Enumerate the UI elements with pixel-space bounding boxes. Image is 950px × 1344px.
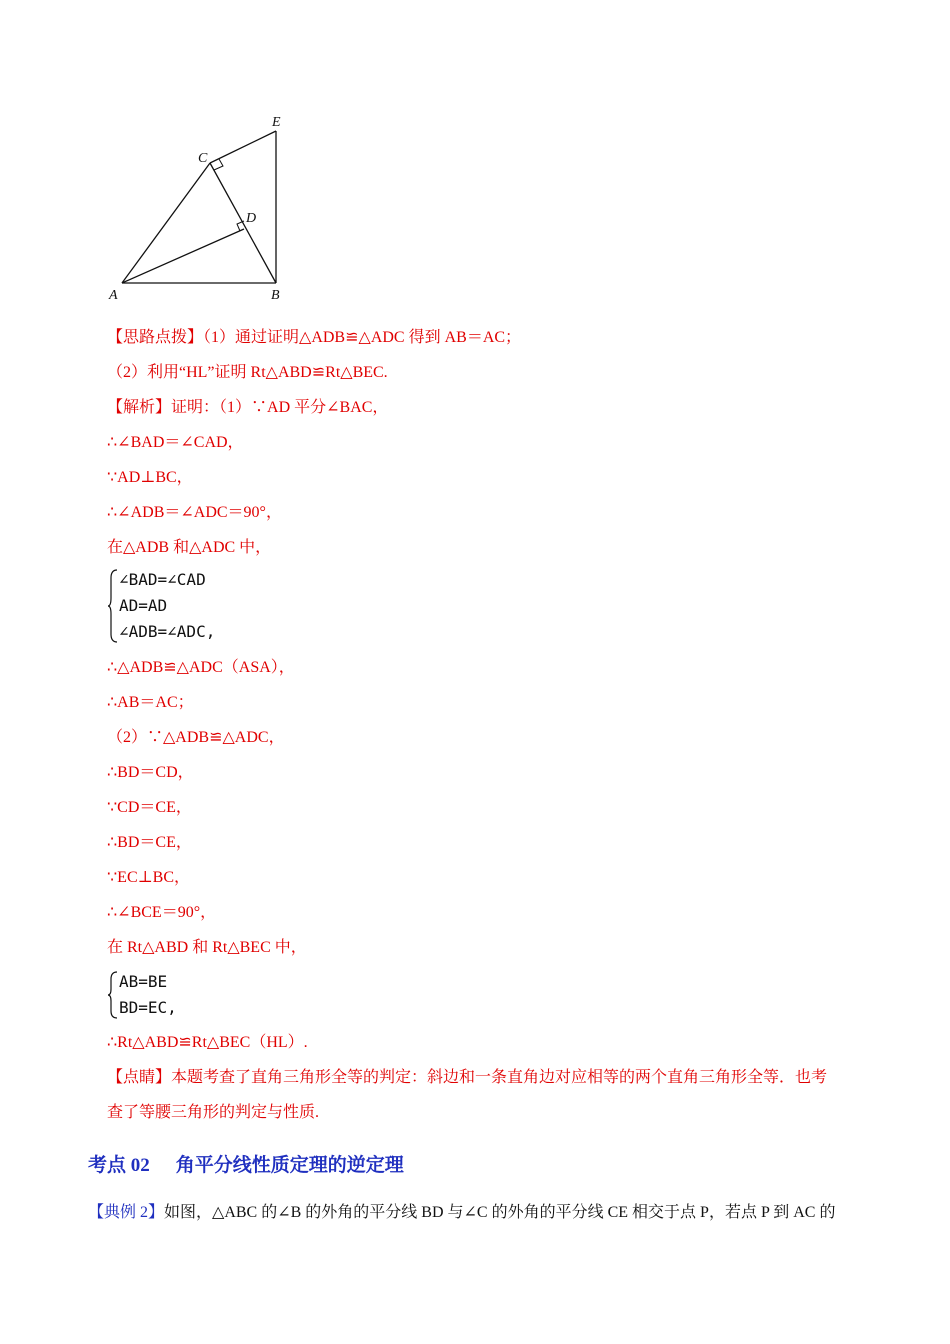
section-heading [88,1150,404,1177]
geometry-figure [100,108,300,308]
hint-line-2: （2）利用“HL”证明 Rt△ABD≌Rt△BEC. [107,364,388,381]
point-label-B: B [271,288,280,303]
system2-row-1: AB=BE [119,972,168,991]
solution-line-8: （2）∵△ADB≌△ADC， [107,729,285,746]
section-title: 角平分线性质定理的逆定理 [175,1155,404,1176]
example-label: 【典例 2】 [88,1204,165,1221]
example-line [88,1203,835,1223]
system2-row-2: BD=EC, [119,998,177,1017]
example-text: 如图，△ABC 的∠B 的外角的平分线 BD 与∠C 的外角的平分线 CE 相交于点 P，若点 P 到 AC 的 [164,1204,836,1221]
solution-line-11: ∴BD＝CE， [107,834,192,851]
solution-line-5: 在△ADB 和△ADC 中， [107,539,272,556]
solution-text-1: 证明：（1）∵AD 平分∠BAC， [171,399,389,416]
solution-line-2: ∴∠BAD＝∠CAD， [107,434,244,451]
solution-line-12: ∵EC⊥BC， [107,869,191,886]
solution-line-9: ∴BD＝CD， [107,764,194,781]
solution-line-6: ∴△ADB≌△ADC（ASA）， [107,659,295,676]
point-label-C: C [198,151,208,166]
segment-CE [210,131,276,163]
system1-row-1: ∠BAD=∠CAD [119,570,206,589]
system1-row-2: AD=AD [119,596,168,615]
comment-line-1 [107,1068,827,1088]
solution-line-13: ∴∠BCE＝90°， [107,904,217,921]
solution-line-7: ∴AB＝AC； [107,694,194,711]
segment-AC [122,163,210,283]
solution-conclusion: ∴Rt△ABD≌Rt△BEC（HL）. [107,1034,308,1051]
comment-line-2: 查了等腰三角形的判定与性质. [107,1104,320,1121]
hint-text-1: （1）通过证明△ADB≌△ADC 得到 AB＝AC； [203,329,522,346]
point-label-D: D [246,211,257,226]
solution-line-4: ∴∠ADB＝∠ADC＝90°， [107,504,282,521]
solution-line-1 [107,398,388,418]
segment-CB [210,163,276,283]
point-label-E: E [272,115,281,130]
hint-line-1 [107,328,521,348]
segment-AD [122,229,244,283]
brace-icon [107,970,119,1020]
solution-label: 【解析】 [107,399,172,416]
system1-row-3: ∠ADB=∠ADC, [119,622,216,641]
brace-icon [107,568,119,644]
solution-line-3: ∵AD⊥BC， [107,469,193,486]
comment-label: 【点睛】 [107,1069,172,1086]
solution-line-10: ∵CD＝CE， [107,799,192,816]
point-label-A: A [109,288,118,303]
section-number: 考点 02 [88,1155,150,1176]
hint-label: 【思路点拨】 [107,329,204,346]
solution-line-14: 在 Rt△ABD 和 Rt△BEC 中， [107,939,307,956]
comment-text-1: 本题考查了直角三角形全等的判定：斜边和一条直角边对应相等的两个直角三角形全等．也考 [171,1069,828,1086]
